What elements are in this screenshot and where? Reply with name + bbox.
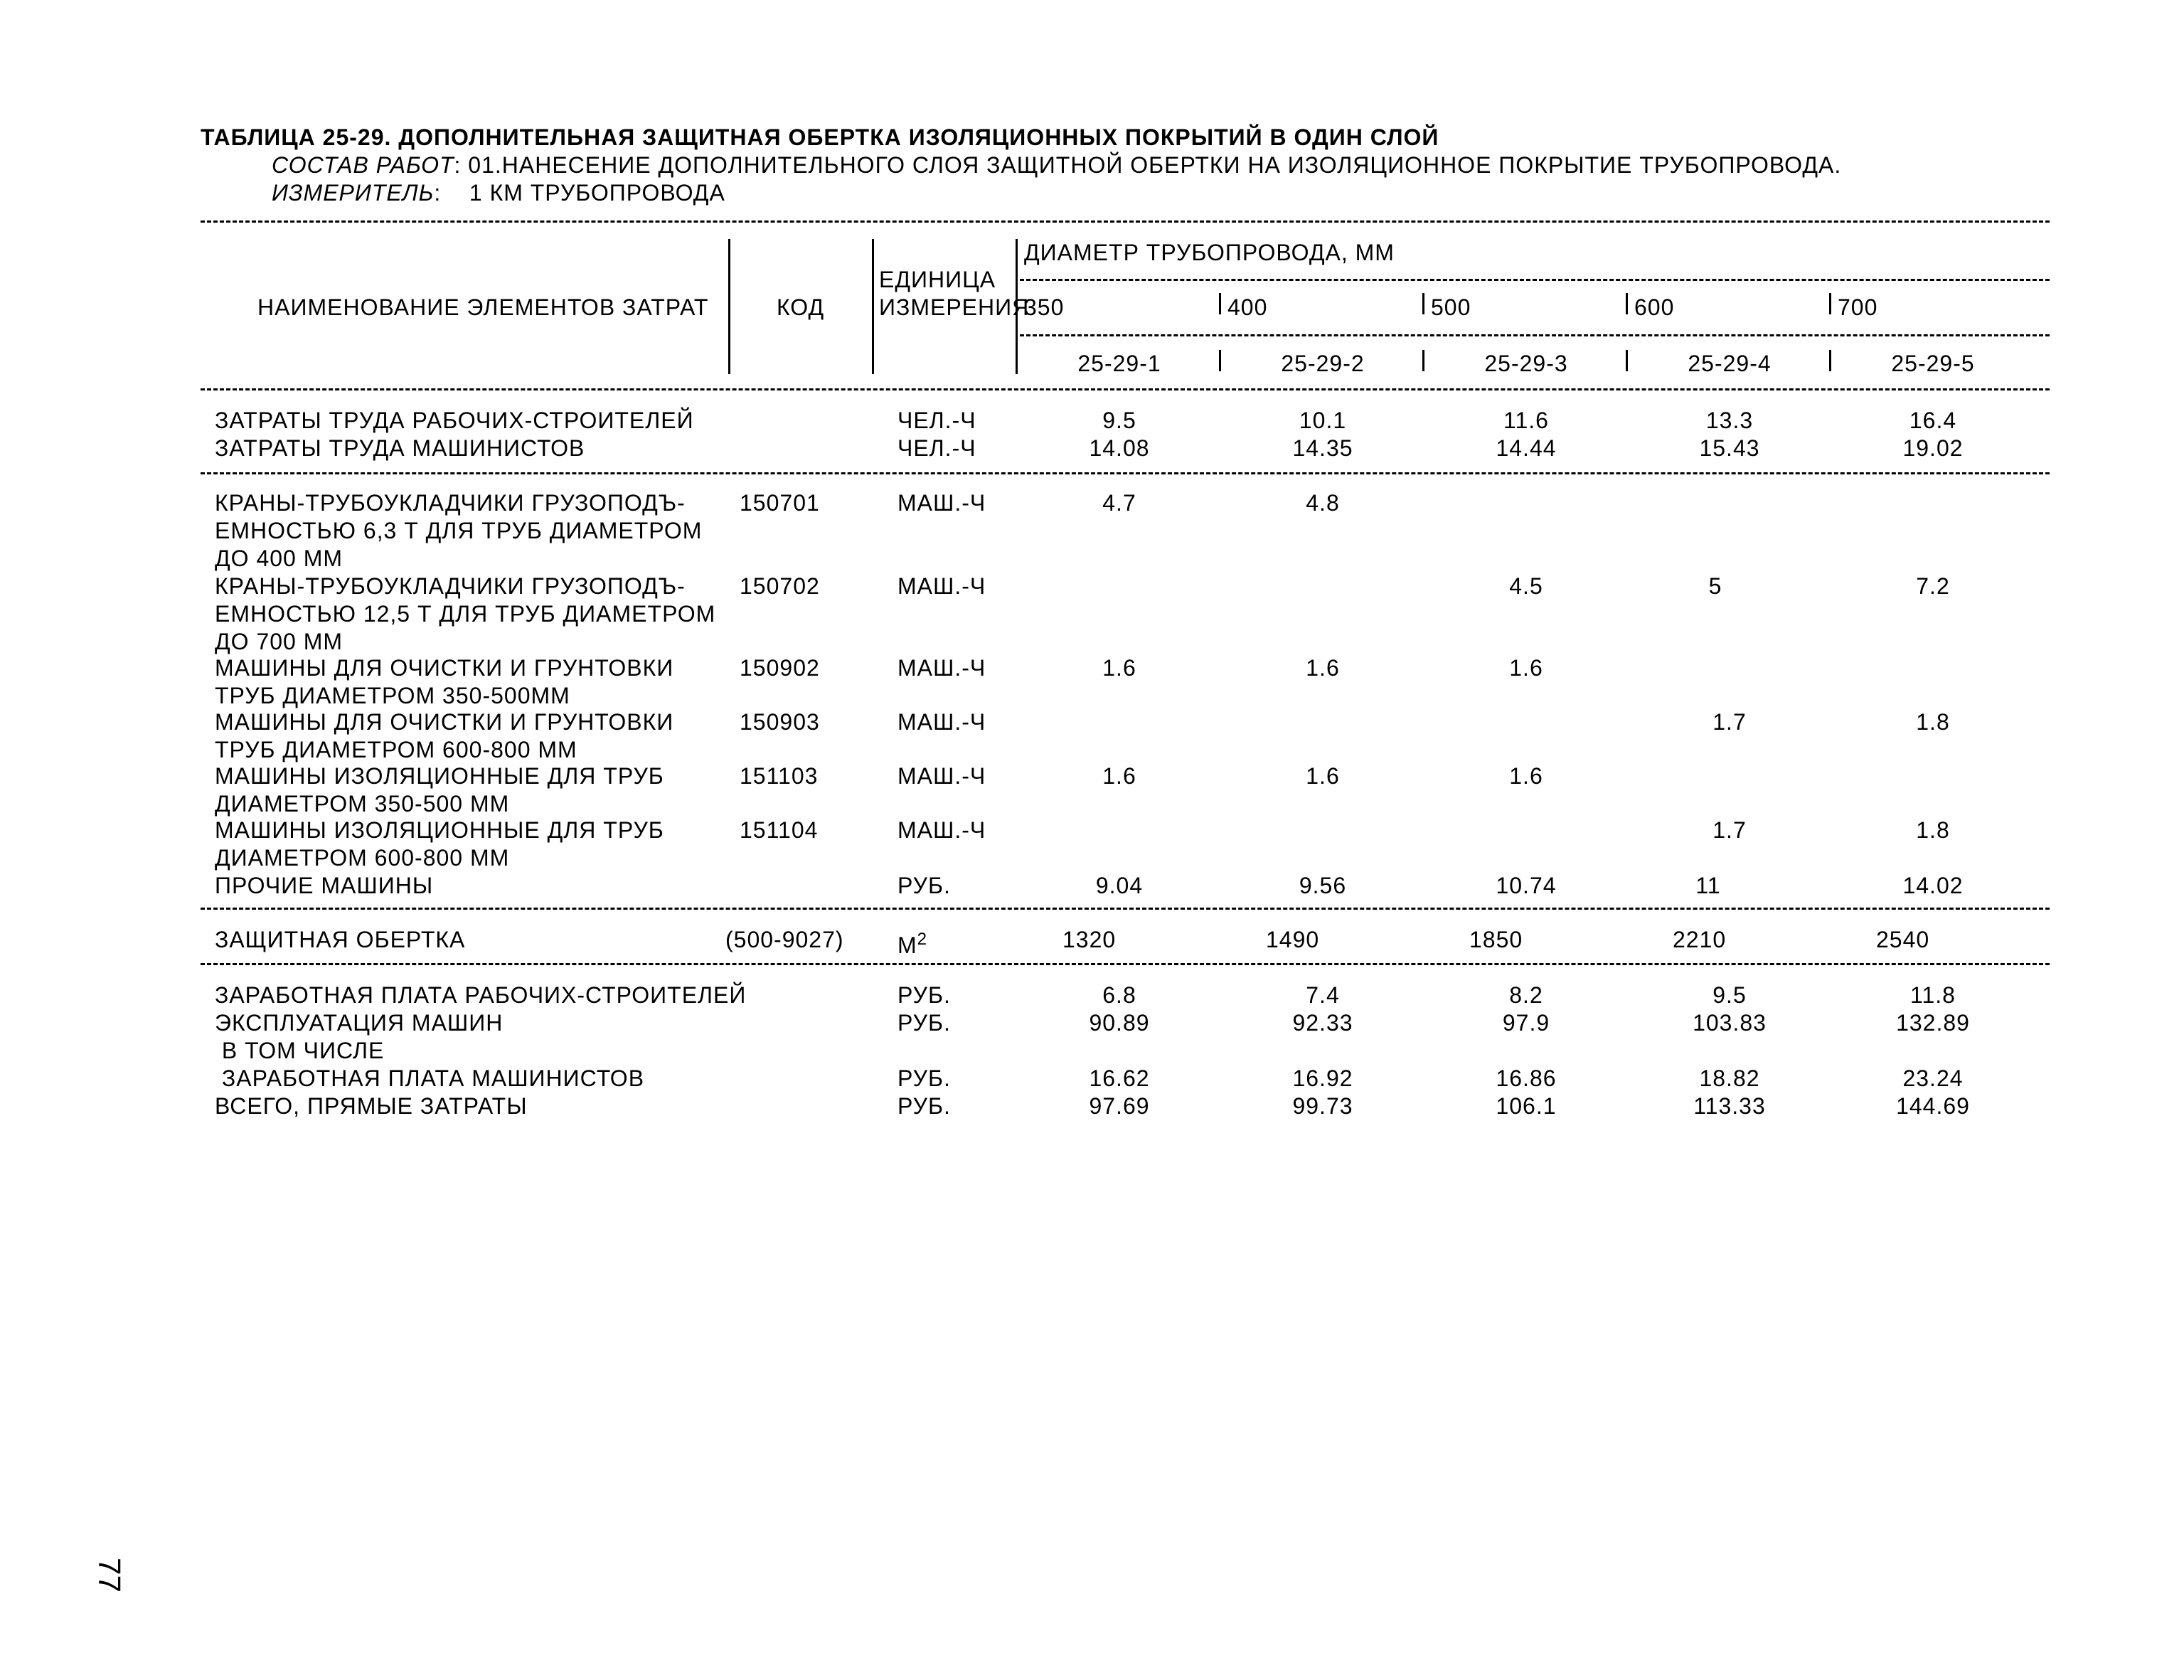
row-value: 7.2 xyxy=(1916,573,1950,599)
row-value: 1320 xyxy=(1062,927,1117,952)
row-value: 113.33 xyxy=(1693,1093,1766,1119)
row-value: 11 xyxy=(1695,873,1721,898)
column-separator xyxy=(1626,350,1628,371)
row-value: 16.4 xyxy=(1909,408,1957,433)
row-value: 19.02 xyxy=(1902,435,1964,461)
divider xyxy=(201,220,2050,223)
row-code: (500-9027) xyxy=(725,927,844,952)
row-value: 13.3 xyxy=(1705,408,1754,433)
row-value: 1490 xyxy=(1266,927,1320,952)
row-name: ПРОЧИЕ МАШИНЫ xyxy=(215,873,434,898)
row-name: ЗАРАБОТНАЯ ПЛАТА РАБОЧИХ-СТРОИТЕЛЕЙ xyxy=(215,982,747,1008)
row-value: 14.44 xyxy=(1496,435,1557,461)
row-code: 150902 xyxy=(740,655,820,681)
row-value: 1.7 xyxy=(1712,709,1747,735)
row-value: 9.5 xyxy=(1712,982,1747,1008)
measure-unit-text: : 1 КМ ТРУБОПРОВОДА xyxy=(434,180,725,206)
row-unit: МАШ.-Ч xyxy=(897,817,986,843)
row-name: КРАНЫ-ТРУБОУКЛАДЧИКИ ГРУЗОПОДЪ- xyxy=(215,573,686,599)
column-separator xyxy=(1219,350,1221,371)
diameter-value: 700 xyxy=(1838,294,1878,320)
column-separator xyxy=(1422,350,1424,371)
work-composition xyxy=(272,151,1841,179)
diameter-value: 600 xyxy=(1634,294,1675,320)
work-composition-text: : 01.НАНЕСЕНИЕ ДОПОЛНИТЕЛЬНОГО СЛОЯ ЗАЩИТНОЙ ОБЕРТКИ НА ИЗОЛЯЦИОННОЕ ПОКРЫТИЕ ТРУБОПРОВОДА. xyxy=(454,152,1842,178)
diameter-value: 350 xyxy=(1024,294,1065,320)
row-code: 151104 xyxy=(740,817,819,843)
column-separator xyxy=(872,239,874,374)
row-code: 150903 xyxy=(740,709,820,735)
row-unit: РУБ. xyxy=(897,982,951,1008)
diameter-value: 500 xyxy=(1431,294,1471,320)
row-value: 1850 xyxy=(1469,927,1523,952)
row-value: 97.9 xyxy=(1502,1010,1550,1036)
row-value: 132.89 xyxy=(1896,1010,1970,1036)
row-name: ЗАТРАТЫ ТРУДА МАШИНИСТОВ xyxy=(215,435,585,461)
divider xyxy=(1020,279,2050,281)
row-unit: МАШ.-Ч xyxy=(897,763,986,789)
row-value: 1.6 xyxy=(1306,763,1340,789)
row-unit: РУБ. xyxy=(897,873,951,898)
row-value: 4.5 xyxy=(1509,573,1543,599)
row-name: ЕМНОСТЬЮ 12,5 Т ДЛЯ ТРУБ ДИАМЕТРОМ xyxy=(215,601,716,627)
table-title: ТАБЛИЦА 25-29. ДОПОЛНИТЕЛЬНАЯ ЗАЩИТНАЯ ОБЕРТКА ИЗОЛЯЦИОННЫХ ПОКРЫТИЙ В ОДИН СЛОЙ xyxy=(201,124,1439,150)
row-value: 11.8 xyxy=(1910,982,1956,1008)
column-header-unit: ЕДИНИЦА xyxy=(879,267,996,292)
row-value: 4.7 xyxy=(1102,490,1136,516)
row-value: 6.8 xyxy=(1102,982,1136,1008)
row-unit: МАШ.-Ч xyxy=(897,709,986,735)
divider xyxy=(1020,334,2050,336)
row-value: 16.86 xyxy=(1496,1065,1557,1091)
row-name: ЭКСПЛУАТАЦИЯ МАШИН xyxy=(215,1010,504,1036)
row-unit: МАШ.-Ч xyxy=(897,655,986,681)
row-name: ДО 700 ММ xyxy=(215,629,343,654)
rate-code: 25-29-1 xyxy=(1077,351,1161,376)
measure-unit-label: ИЗМЕРИТЕЛЬ xyxy=(272,180,435,206)
row-value: 16.92 xyxy=(1292,1065,1353,1091)
row-value: 11.6 xyxy=(1503,408,1549,433)
row-unit: РУБ. xyxy=(897,1093,951,1119)
row-name: ВСЕГО, ПРЯМЫЕ ЗАТРАТЫ xyxy=(215,1093,528,1119)
row-value: 8.2 xyxy=(1509,982,1543,1008)
divider xyxy=(201,908,2050,910)
row-unit: МАШ.-Ч xyxy=(897,490,986,516)
page-number: 77 xyxy=(92,1558,127,1593)
row-name: В ТОМ ЧИСЛЕ xyxy=(215,1038,385,1063)
row-value: 97.69 xyxy=(1089,1093,1150,1119)
row-name: МАШИНЫ ДЛЯ ОЧИСТКИ И ГРУНТОВКИ xyxy=(215,709,674,735)
row-value: 4.8 xyxy=(1306,490,1340,516)
divider xyxy=(201,963,2050,965)
row-unit: РУБ. xyxy=(897,1010,951,1036)
row-value: 5 xyxy=(1708,573,1722,599)
divider xyxy=(201,472,2050,474)
row-value: 9.04 xyxy=(1095,873,1144,898)
row-name: ЗАТРАТЫ ТРУДА РАБОЧИХ-СТРОИТЕЛЕЙ xyxy=(215,408,694,433)
row-value: 99.73 xyxy=(1292,1093,1353,1119)
row-value: 103.83 xyxy=(1693,1010,1767,1036)
row-value: 2540 xyxy=(1876,927,1930,952)
row-value: 9.56 xyxy=(1299,873,1347,898)
row-value: 1.6 xyxy=(1509,655,1543,681)
row-value: 1.6 xyxy=(1509,763,1543,789)
unit-superscript: 2 xyxy=(917,930,928,949)
row-value: 92.33 xyxy=(1292,1010,1353,1036)
row-value: 10.1 xyxy=(1299,408,1347,433)
column-header-name: НАИМЕНОВАНИЕ ЭЛЕМЕНТОВ ЗАТРАТ xyxy=(257,294,709,320)
row-value: 1.6 xyxy=(1102,763,1136,789)
row-unit: МАШ.-Ч xyxy=(897,573,986,599)
row-value: 1.6 xyxy=(1306,655,1340,681)
row-name: ДИАМЕТРОМ 600-800 ММ xyxy=(215,845,510,871)
column-separator xyxy=(1626,293,1628,314)
row-name: ДИАМЕТРОМ 350-500 ММ xyxy=(215,791,510,817)
row-unit: ЧЕЛ.-Ч xyxy=(897,408,976,433)
row-name: ЗАЩИТНАЯ ОБЕРТКА xyxy=(215,927,466,952)
column-separator xyxy=(1422,293,1424,314)
row-value: 10.74 xyxy=(1496,873,1557,898)
column-header-unit: ИЗМЕРЕНИЯ xyxy=(879,294,1030,320)
row-value: 14.08 xyxy=(1089,435,1150,461)
row-name: ЕМНОСТЬЮ 6,3 Т ДЛЯ ТРУБ ДИАМЕТРОМ xyxy=(215,518,703,543)
row-value: 144.69 xyxy=(1896,1093,1970,1119)
rate-code: 25-29-2 xyxy=(1281,351,1365,376)
row-value: 9.5 xyxy=(1102,408,1136,433)
column-header-code: КОД xyxy=(777,294,825,320)
row-name: МАШИНЫ ДЛЯ ОЧИСТКИ И ГРУНТОВКИ xyxy=(215,655,674,681)
row-name: ТРУБ ДИАМЕТРОМ 350-500ММ xyxy=(215,683,570,708)
column-separator xyxy=(1829,293,1831,314)
rate-code: 25-29-5 xyxy=(1891,351,1975,376)
row-code: 150702 xyxy=(740,573,820,599)
row-value: 1.7 xyxy=(1712,817,1747,843)
divider xyxy=(201,388,2050,390)
row-name: ДО 400 ММ xyxy=(215,546,343,571)
diameter-value: 400 xyxy=(1227,294,1268,320)
row-name: ЗАРАБОТНАЯ ПЛАТА МАШИНИСТОВ xyxy=(215,1065,645,1091)
rate-code: 25-29-3 xyxy=(1484,351,1568,376)
row-code: 150701 xyxy=(740,490,820,516)
row-value: 106.1 xyxy=(1496,1093,1557,1119)
row-value: 15.43 xyxy=(1699,435,1760,461)
column-header-diameter: ДИАМЕТР ТРУБОПРОВОДА, ММ xyxy=(1024,240,1395,265)
row-value: 23.24 xyxy=(1902,1065,1964,1091)
row-code: 151103 xyxy=(740,763,819,789)
row-value: 18.82 xyxy=(1699,1065,1760,1091)
row-unit: РУБ. xyxy=(897,1065,951,1091)
row-value: 1.8 xyxy=(1916,709,1950,735)
rate-code: 25-29-4 xyxy=(1688,351,1772,376)
row-value: 14.02 xyxy=(1902,873,1964,898)
row-value: 14.35 xyxy=(1292,435,1353,461)
column-separator xyxy=(728,239,730,374)
row-value: 1.8 xyxy=(1916,817,1950,843)
work-composition-label: СОСТАВ РАБОТ xyxy=(272,152,454,178)
row-name: КРАНЫ-ТРУБОУКЛАДЧИКИ ГРУЗОПОДЪ- xyxy=(215,490,686,516)
row-value: 16.62 xyxy=(1089,1065,1150,1091)
row-value: 2210 xyxy=(1673,927,1727,952)
row-unit: ЧЕЛ.-Ч xyxy=(897,435,976,461)
row-name: МАШИНЫ ИЗОЛЯЦИОННЫЕ ДЛЯ ТРУБ xyxy=(215,763,664,789)
row-name: МАШИНЫ ИЗОЛЯЦИОННЫЕ ДЛЯ ТРУБ xyxy=(215,817,664,843)
row-value: 1.6 xyxy=(1102,655,1136,681)
measure-unit xyxy=(272,179,725,206)
column-separator xyxy=(1829,350,1831,371)
column-separator xyxy=(1219,293,1221,314)
row-unit xyxy=(897,926,927,959)
unit-base: М xyxy=(897,932,917,958)
row-value: 7.4 xyxy=(1306,982,1340,1008)
row-value: 90.89 xyxy=(1089,1010,1150,1036)
row-name: ТРУБ ДИАМЕТРОМ 600-800 ММ xyxy=(215,737,577,762)
